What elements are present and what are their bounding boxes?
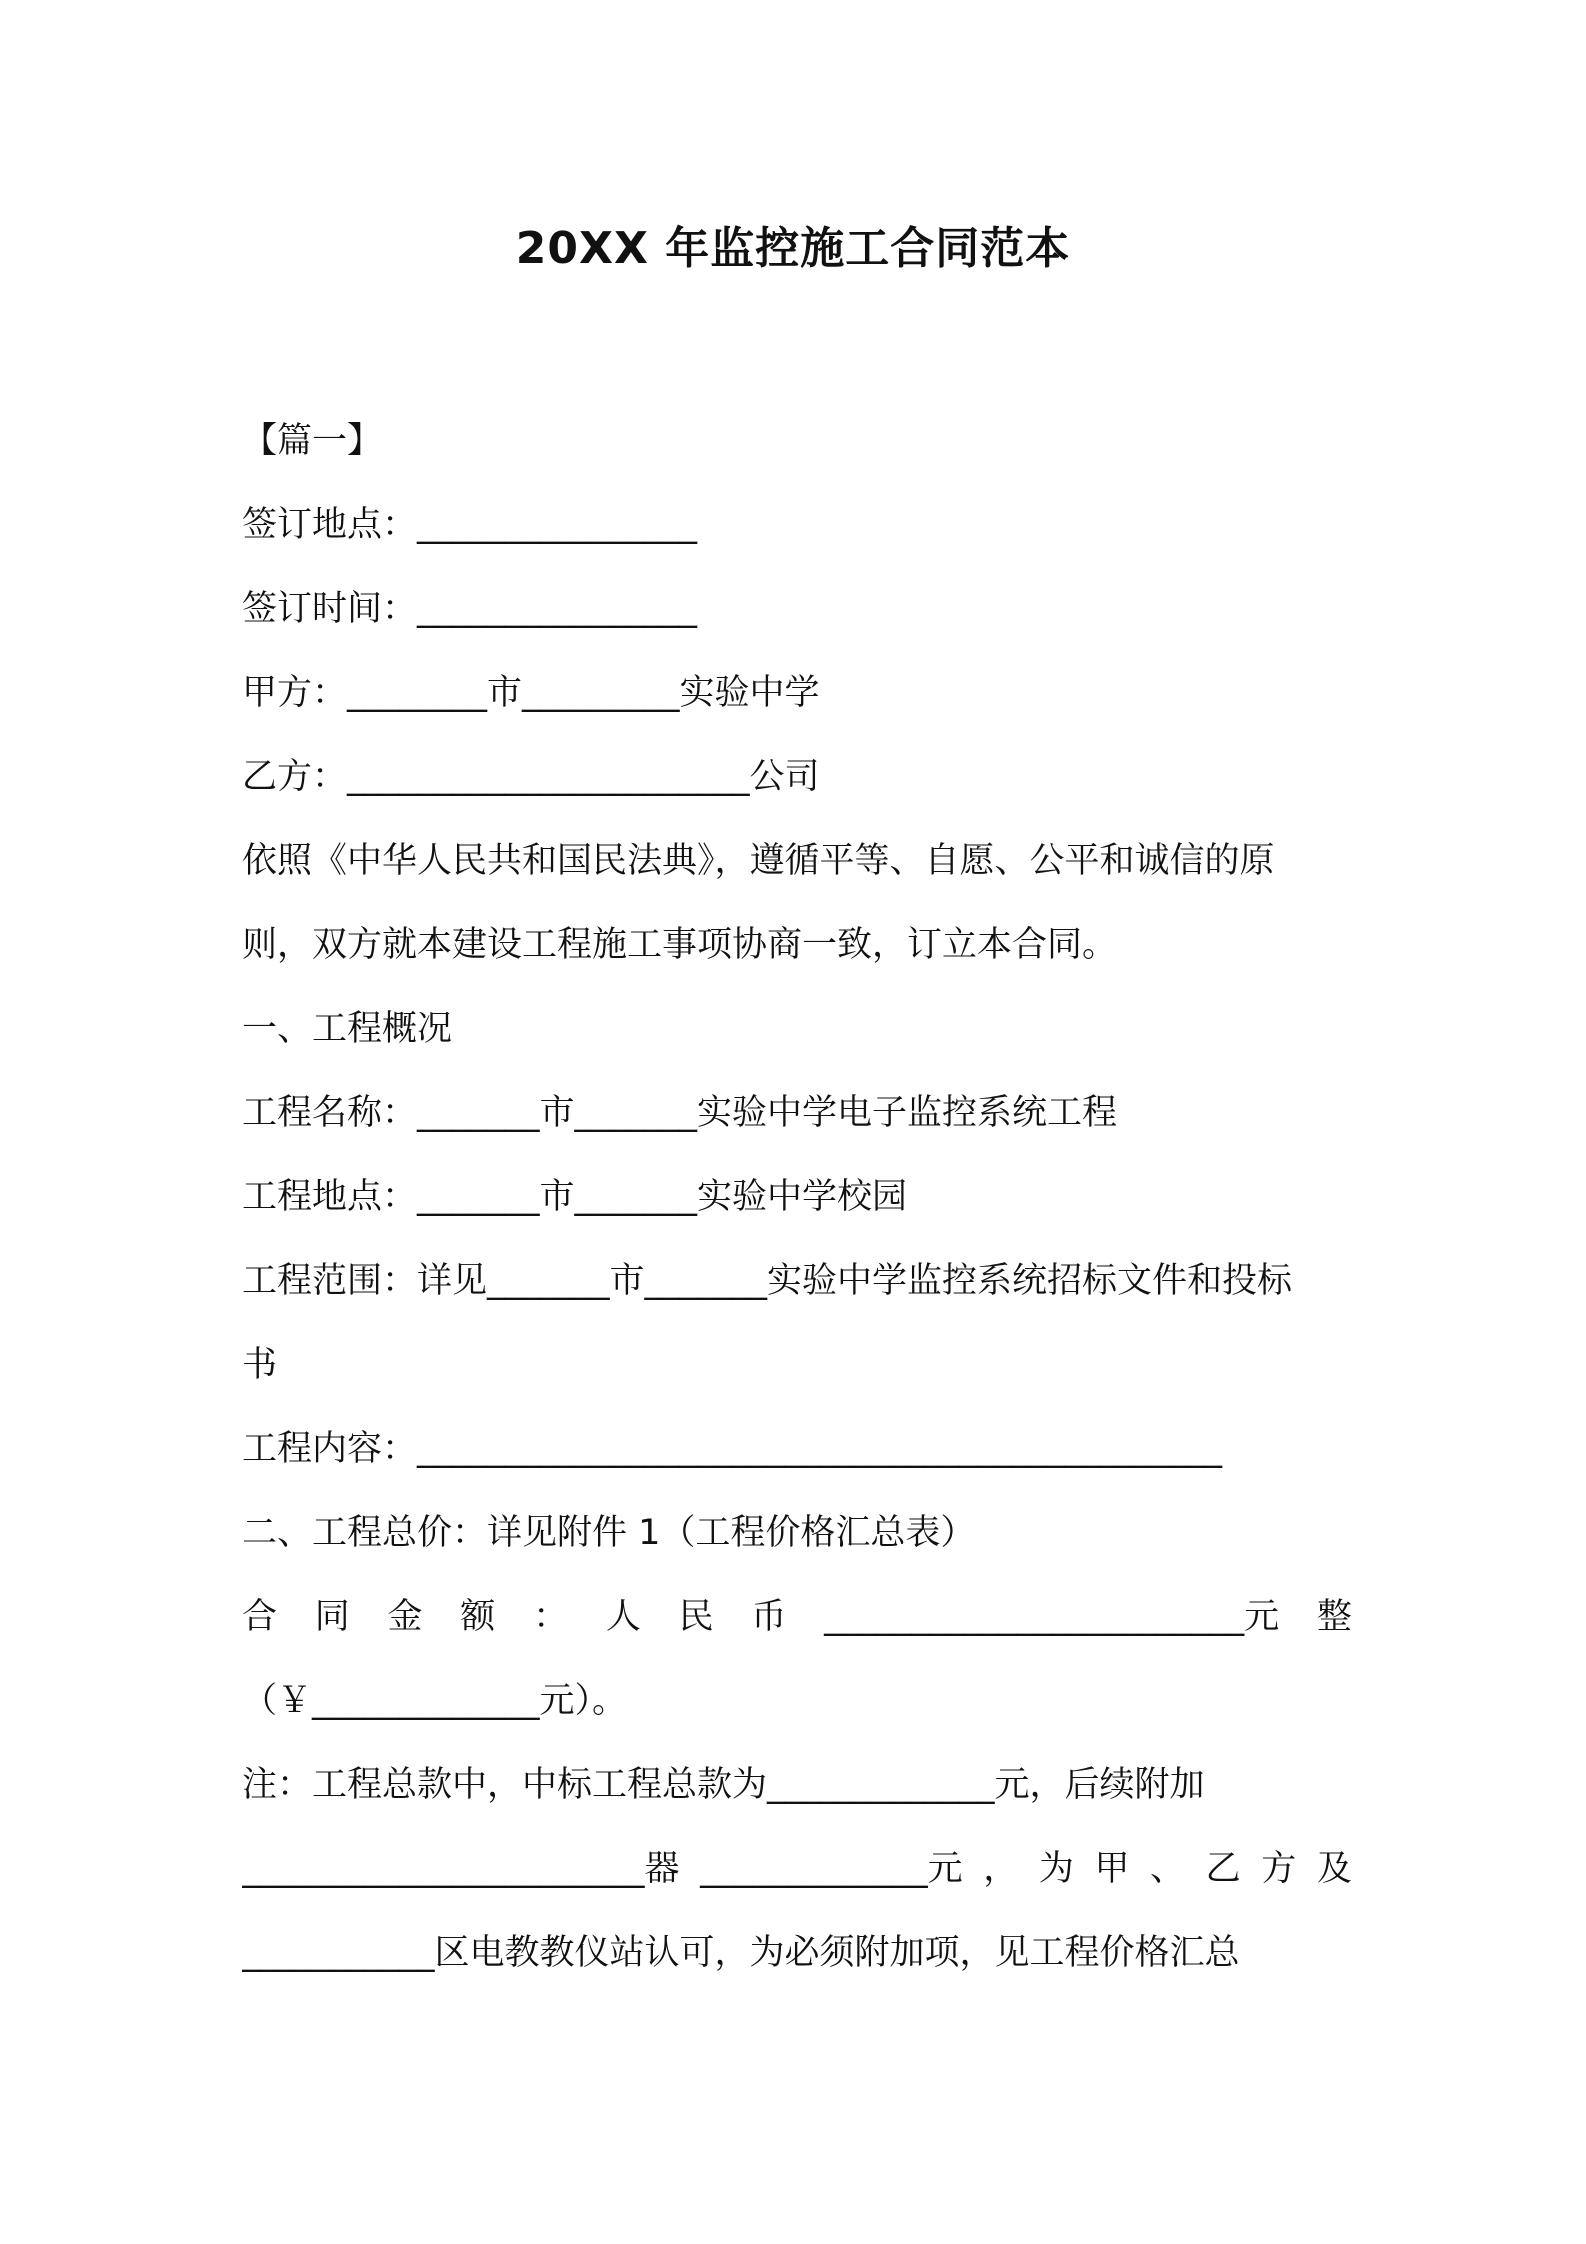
contract-amount-line-1 xyxy=(242,1592,1352,1642)
note-segment: 为 xyxy=(1038,1849,1074,1889)
note-segment: 甲 xyxy=(1094,1849,1130,1889)
amount-char: 整 xyxy=(1316,1597,1352,1637)
note-line-1 xyxy=(242,1760,1352,1810)
note-segment: 方 xyxy=(1261,1849,1297,1889)
amount-char: ： xyxy=(533,1597,569,1637)
party-b-line: 乙方：_______________________公司 xyxy=(242,757,820,797)
amount-char: 金 xyxy=(387,1597,423,1637)
note-segment: 、 xyxy=(1150,1849,1186,1889)
sign-place-line: 签订地点：________________ xyxy=(242,505,698,545)
amount-char: 合 xyxy=(242,1597,278,1637)
section-heading: 【篇一】 xyxy=(242,421,383,461)
section-2-heading: 二、工程总价：详见附件 1（工程价格汇总表） xyxy=(242,1513,976,1553)
amount-char: 额 xyxy=(460,1597,496,1637)
note-segment: ， xyxy=(983,1849,1019,1889)
note-line-3: ___________区电教教仪站认可，为必须附加项，见工程价格汇总 xyxy=(242,1933,1240,1973)
amount-char: 同 xyxy=(314,1597,350,1637)
sign-time-line: 签订时间：________________ xyxy=(242,589,698,629)
contract-amount-line-2: （￥_____________元）。 xyxy=(242,1681,628,1721)
project-content-line: 工程内容：______________________________________________ xyxy=(242,1429,1223,1469)
project-scope-line-1: 工程范围：详见_______市_______实验中学监控系统招标文件和投标 xyxy=(242,1261,1293,1301)
project-place-line: 工程地点：_______市_______实验中学校园 xyxy=(242,1177,908,1217)
basis-line-1: 依照《中华人民共和国民法典》，遵循平等、自愿、公平和诚信的原 xyxy=(242,841,1275,881)
amount-blank: ________________________元 xyxy=(824,1597,1280,1637)
note-text: 注：工程总款中，中标工程总款为_____________元，后续附加 xyxy=(242,1765,1205,1805)
project-name-line: 工程名称：_______市_______实验中学电子监控系统工程 xyxy=(242,1093,1118,1133)
note-segment: 乙 xyxy=(1205,1849,1241,1889)
note-segment: 及 xyxy=(1316,1849,1352,1889)
basis-line-2: 则，双方就本建设工程施工事项协商一致，订立本合同。 xyxy=(242,925,1118,965)
amount-char: 民 xyxy=(678,1597,714,1637)
amount-char: 币 xyxy=(751,1597,787,1637)
document-title: 20XX 年监控施工合同范本 xyxy=(515,223,1071,274)
section-1-heading: 一、工程概况 xyxy=(242,1009,453,1049)
project-scope-line-2: 书 xyxy=(242,1345,278,1385)
note-segment: _____________元 xyxy=(700,1849,963,1889)
amount-char: 人 xyxy=(605,1597,641,1637)
note-segment: _______________________器 xyxy=(242,1849,680,1889)
party-a-line: 甲方：________市_________实验中学 xyxy=(242,673,820,713)
note-line-2 xyxy=(242,1844,1352,1894)
